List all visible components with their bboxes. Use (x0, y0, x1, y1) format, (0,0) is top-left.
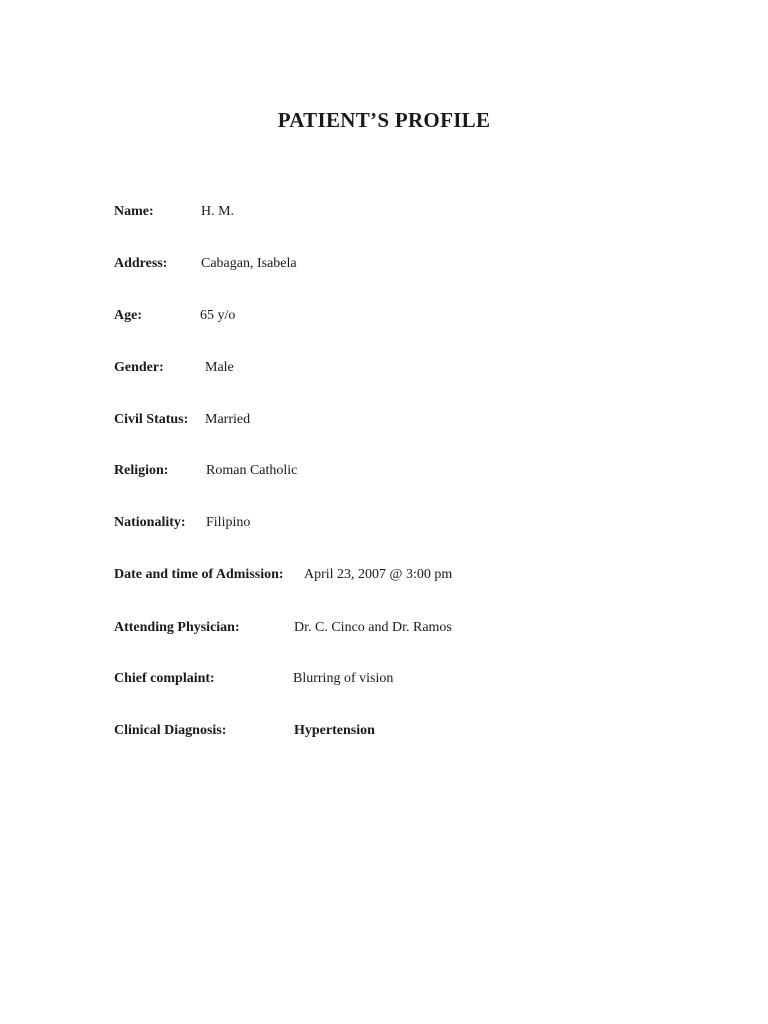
field-label: Clinical Diagnosis: (114, 723, 227, 738)
field-label: Attending Physician: (114, 620, 240, 635)
field-label: Name: (114, 204, 154, 219)
field-value: Roman Catholic (206, 463, 298, 478)
field-label: Gender: (114, 360, 164, 375)
field-label: Date and time of Admission: (114, 567, 284, 582)
field-value: 65 y/o (200, 308, 236, 323)
field-label: Age: (114, 308, 142, 323)
field-value: Filipino (206, 515, 251, 530)
field-label: Chief complaint: (114, 671, 215, 686)
field-label: Religion: (114, 463, 169, 478)
field-label: Nationality: (114, 515, 186, 530)
field-value: Male (205, 360, 234, 375)
page-title: PATIENT’S PROFILE (277, 108, 491, 132)
field-value: Hypertension (294, 723, 375, 738)
field-label: Civil Status: (114, 412, 189, 427)
field-value: Cabagan, Isabela (201, 256, 297, 271)
field-value: Married (205, 412, 251, 427)
field-value: H. M. (201, 204, 235, 219)
field-value: Dr. C. Cinco and Dr. Ramos (294, 620, 452, 635)
field-label: Address: (114, 256, 168, 271)
field-value: Blurring of vision (293, 671, 394, 686)
field-value: April 23, 2007 @ 3:00 pm (304, 567, 453, 582)
